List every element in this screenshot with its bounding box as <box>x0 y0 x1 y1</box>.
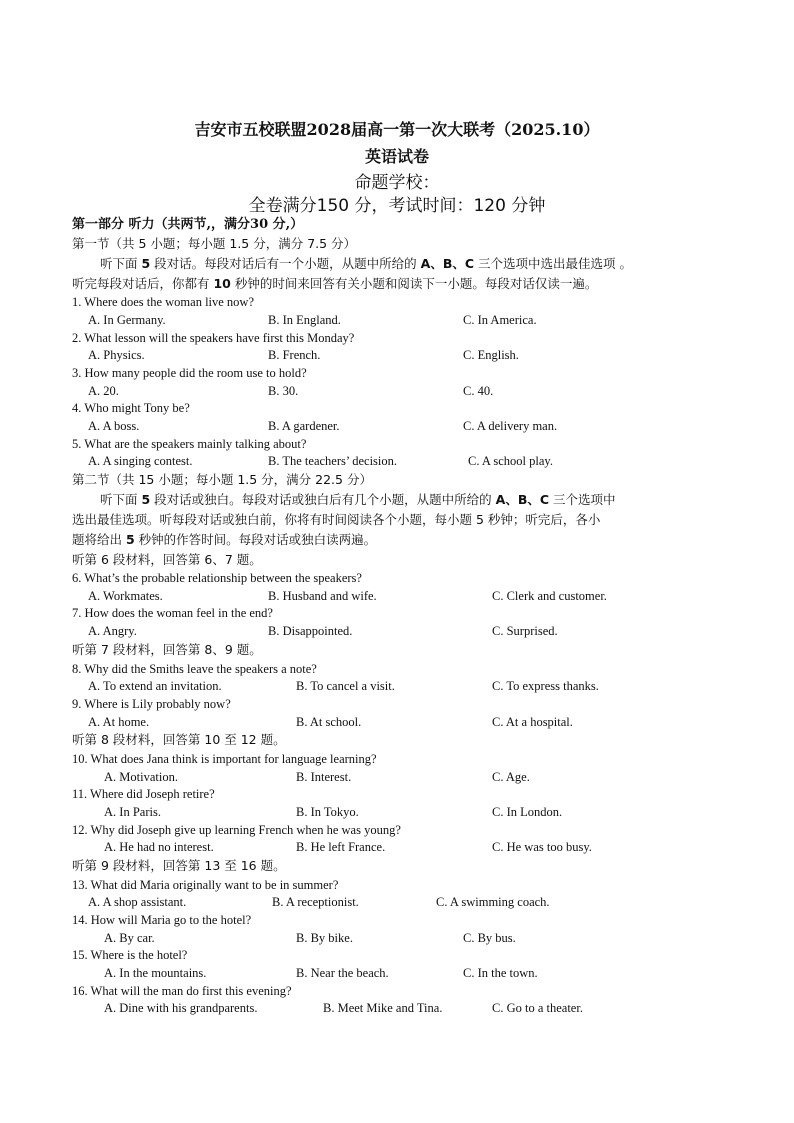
option-a: A. Workmates. <box>88 589 163 603</box>
instruction-options: A、B、C <box>420 256 475 271</box>
instruction-text: 听下面 <box>100 256 142 271</box>
instruction-number: 5 <box>141 256 151 271</box>
option-a: A. In the mountains. <box>104 966 207 980</box>
option-a: A. In Paris. <box>104 805 161 819</box>
score-time-line: 全卷满分150 分，考试时间：120 分钟 <box>248 196 546 216</box>
school-line: 命题学校： <box>354 173 440 193</box>
section1-instruction-line1 <box>100 255 632 272</box>
instruction-text: 题将给出 <box>72 532 126 547</box>
question-4: 4. Who might Tony be? <box>72 401 190 415</box>
option-c: C. Go to a theater. <box>492 1001 583 1015</box>
question-11: 11. Where did Joseph retire? <box>72 787 215 801</box>
option-b: B. By bike. <box>296 931 353 945</box>
option-a: A. He had no interest. <box>104 840 214 854</box>
option-b: B. To cancel a visit. <box>296 679 395 693</box>
option-c: C. To express thanks. <box>492 679 599 693</box>
option-a: A. Angry. <box>88 624 137 638</box>
material-note: 听第 8 段材料，回答第 10 至 12 题。 <box>72 732 286 747</box>
instruction-text: 三个选项中 <box>549 492 616 507</box>
instruction-text: 段对话。每段对话后有一个小题，从题中所给的 <box>150 256 421 271</box>
option-b: B. 30. <box>268 384 299 398</box>
question-12: 12. Why did Joseph give up learning French when he was young? <box>72 823 401 837</box>
question-15: 15. Where is the hotel? <box>72 948 188 962</box>
option-b: B. In England. <box>268 313 341 327</box>
option-b: B. At school. <box>296 715 362 729</box>
instruction-text: 三个选项中选出最佳选项 。 <box>474 256 632 271</box>
option-a: A. 20. <box>88 384 119 398</box>
question-16: 16. What will the man do first this evening? <box>72 984 292 998</box>
option-a: A. A singing contest. <box>88 454 193 468</box>
option-c: C. In the town. <box>463 966 538 980</box>
option-c: C. English. <box>463 348 519 362</box>
option-a: A. Dine with his grandparents. <box>104 1001 258 1015</box>
option-b: B. Disappointed. <box>268 624 353 638</box>
material-note: 听第 6 段材料，回答第 6、7 题。 <box>72 552 262 567</box>
instruction-number: 10 <box>213 276 231 291</box>
instruction-text: 段对话或独白。每段对话或独白后有几个小题，从题中所给的 <box>150 492 496 507</box>
material-note: 听第 7 段材料，回答第 8、9 题。 <box>72 642 262 657</box>
section2-instruction-line2: 选出最佳选项。听每段对话或独白前，你将有时间阅读各个小题，每小题 5 秒钟；听完后，各小 <box>72 512 601 527</box>
question-7: 7. How does the woman feel in the end? <box>72 606 273 620</box>
instruction-number: 5 <box>141 492 151 507</box>
option-c: C. 40. <box>463 384 494 398</box>
option-a: A. To extend an invitation. <box>88 679 222 693</box>
instruction-text: 秒钟的时间来回答有关小题和阅读下一小题。每段对话仅读一遍。 <box>230 276 598 291</box>
subject-title: 英语试卷 <box>364 147 429 166</box>
option-c: C. By bus. <box>463 931 516 945</box>
section1-instruction-line2 <box>72 275 597 292</box>
question-3: 3. How many people did the room use to hold? <box>72 366 307 380</box>
option-b: B. A gardener. <box>268 419 340 433</box>
option-b: B. Interest. <box>296 770 352 784</box>
section1-heading: 第一节（共 5 小题；每小题 1.5 分，满分 7.5 分） <box>72 236 357 251</box>
option-a: A. A boss. <box>88 419 140 433</box>
instruction-text: 听下面 <box>100 492 142 507</box>
section2-heading: 第二节（共 15 小题；每小题 1.5 分，满分 22.5 分） <box>72 472 372 487</box>
option-b: B. He left France. <box>296 840 386 854</box>
option-a: A. A shop assistant. <box>88 895 187 909</box>
option-c: C. A delivery man. <box>463 419 558 433</box>
option-b: B. The teachers’ decision. <box>268 454 398 468</box>
option-b: B. Near the beach. <box>296 966 389 980</box>
part1-heading: 第一部分 听力（共两节,，满分30 分,） <box>72 217 304 232</box>
option-c: C. In America. <box>463 313 537 327</box>
section2-instruction-line1 <box>100 491 616 508</box>
option-c: C. Clerk and customer. <box>492 589 607 603</box>
option-c: C. A swimming coach. <box>436 895 550 909</box>
instruction-text: 秒钟的作答时间。每段对话或独白读两遍。 <box>134 532 377 547</box>
option-c: C. At a hospital. <box>492 715 573 729</box>
option-a: A. At home. <box>88 715 150 729</box>
option-c: C. In London. <box>492 805 563 819</box>
instruction-number: 5 <box>125 532 135 547</box>
option-a: A. Physics. <box>88 348 145 362</box>
option-b: B. Meet Mike and Tina. <box>323 1001 443 1015</box>
option-b: B. In Tokyo. <box>296 805 359 819</box>
question-5: 5. What are the speakers mainly talking about? <box>72 437 307 451</box>
option-c: C. Surprised. <box>492 624 558 638</box>
question-6: 6. What’s the probable relationship between the speakers? <box>72 571 362 585</box>
question-14: 14. How will Maria go to the hotel? <box>72 913 252 927</box>
section2-instruction-line3 <box>72 531 376 548</box>
option-a: A. Motivation. <box>104 770 178 784</box>
instruction-text: 听完每段对话后，你都有 <box>72 276 214 291</box>
question-13: 13. What did Maria originally want to be in summer? <box>72 878 339 892</box>
option-b: B. Husband and wife. <box>268 589 377 603</box>
option-b: B. A receptionist. <box>272 895 359 909</box>
option-c: C. A school play. <box>468 454 553 468</box>
option-a: A. In Germany. <box>88 313 166 327</box>
instruction-options: A、B、C <box>495 492 550 507</box>
question-1: 1. Where does the woman live now? <box>72 295 255 309</box>
question-10: 10. What does Jana think is important for language learning? <box>72 752 377 766</box>
option-a: A. By car. <box>104 931 155 945</box>
option-b: B. French. <box>268 348 321 362</box>
question-9: 9. Where is Lily probably now? <box>72 697 231 711</box>
option-c: C. Age. <box>492 770 530 784</box>
exam-title: 吉安市五校联盟2028届高一第一次大联考（2025.10） <box>194 120 600 139</box>
option-c: C. He was too busy. <box>492 840 592 854</box>
question-2: 2. What lesson will the speakers have first this Monday? <box>72 331 355 345</box>
material-note: 听第 9 段材料，回答第 13 至 16 题。 <box>72 858 286 873</box>
question-8: 8. Why did the Smiths leave the speakers a note? <box>72 662 317 676</box>
